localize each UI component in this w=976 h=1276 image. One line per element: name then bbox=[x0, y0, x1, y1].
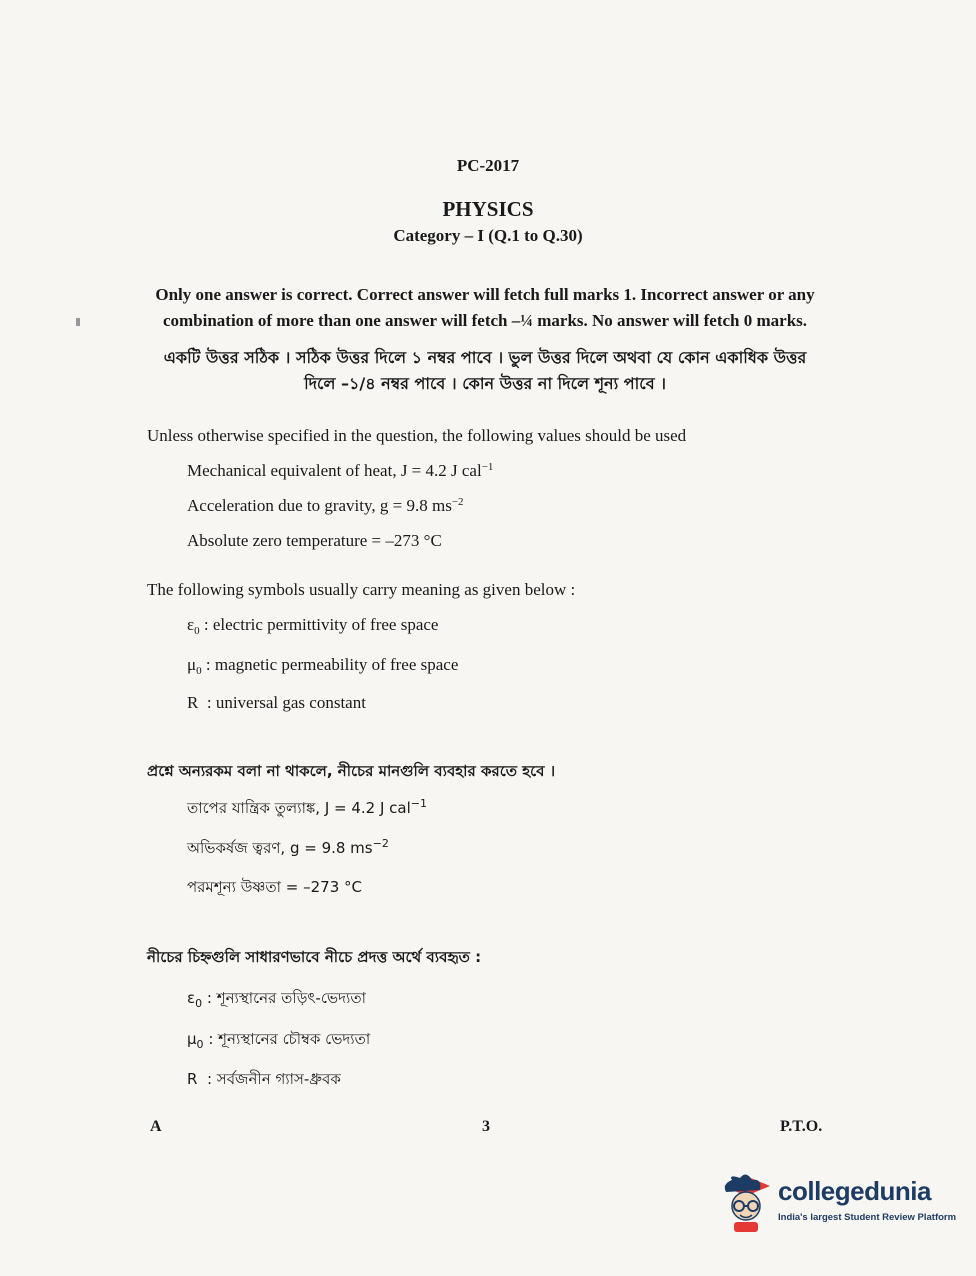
symbols-intro: The following symbols usually carry meaning as given below : bbox=[147, 580, 576, 599]
symbol-epsilon: $\varepsilon_0$ : electric permittivity of free space bbox=[187, 615, 439, 637]
scan-mark bbox=[76, 318, 80, 326]
symbol-epsilon-bn: $\varepsilon_0$ : শূন্যস্থানের তড়িৎ-ভেদ্যতা bbox=[187, 989, 366, 1010]
category-line: Category – I (Q.1 to Q.30) bbox=[393, 226, 583, 245]
absolute-zero-bn: পরমশূন্য উষ্ণতা = –273 °C bbox=[187, 878, 363, 896]
set-letter: A bbox=[150, 1118, 162, 1135]
mech-equiv-heat-bn: তাপের যান্ত্রিক তুল্যাঙ্ক, J = 4.2 J cal$^{-1}$ bbox=[187, 797, 428, 817]
mascot-icon bbox=[716, 1170, 776, 1234]
symbols-intro-bn: নীচের চিহ্নগুলি সাধারণভাবে নীচে প্রদত্ত অর্থে ব্যবহৃত : bbox=[147, 948, 482, 966]
gravity-value: Acceleration due to gravity, g = 9.8 $ms^{-2}$ bbox=[187, 496, 464, 515]
gravity-value-bn: অভিকর্ষজ ত্বরণ, g = 9.8 $ms^{-2}$ bbox=[187, 837, 389, 857]
mech-equiv-heat: Mechanical equivalent of heat, J = 4.2 J cal$^{-1}$ bbox=[187, 461, 494, 480]
symbol-r: R : universal gas constant bbox=[187, 693, 366, 712]
values-intro: Unless otherwise specified in the question, the following values should be used bbox=[147, 426, 687, 445]
instruction-line-1: Only one answer is correct. Correct answer will fetch full marks 1. Incorrect answer or any bbox=[155, 285, 815, 304]
pto-label: P.T.O. bbox=[780, 1118, 823, 1135]
symbol-mu-bn: $\mu_0$ : শূন্যস্থানের চৌম্বক ভেদ্যতা bbox=[187, 1030, 371, 1051]
instruction-bn-line-1: একটি উত্তর সঠিক । সঠিক উত্তর দিলে ১ নম্বর পাবে । ভুল উত্তর দিলে অথবা যে কোন একাধিক উত্তর bbox=[163, 348, 807, 367]
subject-title: PHYSICS bbox=[442, 197, 534, 221]
instructions-english bbox=[140, 282, 830, 334]
collegedunia-watermark bbox=[716, 1170, 957, 1234]
paper-code: PC-2017 bbox=[456, 156, 520, 175]
symbol-mu: $\mu_0$ : magnetic permeability of free space bbox=[187, 655, 459, 677]
page-number: 3 bbox=[482, 1118, 490, 1135]
brand-tagline: India's largest Student Review Platform bbox=[778, 1212, 957, 1223]
instruction-bn-line-2: দিলে –১/৪ নম্বর পাবে । কোন উত্তর না দিলে শূন্য পাবে । bbox=[304, 374, 666, 393]
instructions-bengali bbox=[140, 345, 830, 397]
absolute-zero: Absolute zero temperature = –273 °C bbox=[187, 531, 442, 550]
values-intro-bn: প্রশ্নে অন্যরকম বলা না থাকলে, নীচের মানগুলি ব্যবহার করতে হবে । bbox=[147, 762, 556, 780]
brand-name: collegedunia bbox=[778, 1176, 931, 1206]
symbol-r-bn: R : সর্বজনীন গ্যাস-ধ্রুবক bbox=[187, 1070, 341, 1088]
instruction-line-2: combination of more than one answer will fetch –¼ marks. No answer will fetch 0 marks. bbox=[162, 311, 808, 330]
